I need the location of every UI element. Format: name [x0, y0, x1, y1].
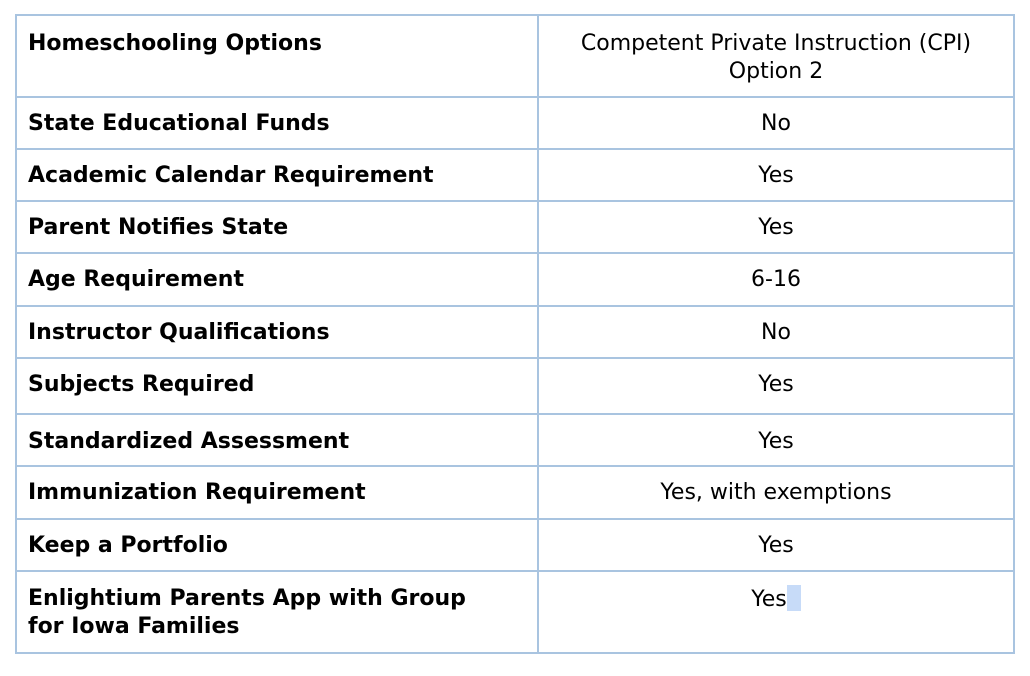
row-value: Yes: [758, 429, 794, 454]
row-label-cell: [16, 466, 538, 519]
row-label-cell: [16, 201, 538, 253]
row-label-cell: [16, 519, 538, 571]
row-label-cell: [16, 358, 538, 414]
row-value: Yes, with exemptions: [660, 480, 892, 505]
row-label: Keep a Portfolio: [28, 533, 228, 558]
table-row: [16, 149, 1014, 201]
row-label: Standardized Assessment: [28, 429, 350, 454]
table-row: [16, 253, 1014, 306]
header-label-cell: [16, 15, 538, 97]
table-row: [16, 97, 1014, 149]
header-label: Homeschooling Options: [28, 31, 322, 56]
row-value-cell: [538, 201, 1014, 253]
row-value: Yes: [758, 163, 794, 188]
table-row: [16, 466, 1014, 519]
homeschooling-options-table: [15, 14, 1015, 654]
row-value: No: [761, 111, 791, 136]
row-label-cell: [16, 97, 538, 149]
row-value-cell: [538, 358, 1014, 414]
table-row: [16, 414, 1014, 466]
row-value: Yes: [758, 215, 794, 240]
row-value-cell: [538, 253, 1014, 306]
row-value-cell: [538, 306, 1014, 358]
table-row: [16, 519, 1014, 571]
text-selection-highlight: [787, 585, 801, 611]
row-label-cell: [16, 306, 538, 358]
row-label: Instructor Qualifications: [28, 320, 330, 345]
row-value: Yes: [758, 372, 794, 397]
row-label-line1: Enlightium Parents App with Group: [28, 586, 466, 611]
row-label-cell: [16, 253, 538, 306]
row-label: Subjects Required: [28, 372, 255, 397]
row-value: No: [761, 320, 791, 345]
row-label: Parent Notifies State: [28, 215, 289, 240]
row-value-cell: [538, 519, 1014, 571]
row-value-cell: [538, 97, 1014, 149]
table-header-row: [16, 15, 1014, 97]
homeschooling-table-container: [15, 14, 1015, 654]
header-value-line1: Competent Private Instruction (CPI): [580, 31, 972, 56]
table-row: [16, 201, 1014, 253]
row-value: Yes: [751, 587, 787, 612]
row-label-line2: for Iowa Families: [28, 614, 240, 639]
row-label: Age Requirement: [28, 267, 244, 292]
table-row: [16, 306, 1014, 358]
header-value-cell: [538, 15, 1014, 97]
row-label: Immunization Requirement: [28, 480, 366, 505]
row-value: 6-16: [751, 267, 801, 292]
header-value-line2: Option 2: [728, 59, 824, 84]
row-label-cell: [16, 149, 538, 201]
row-value-cell: [538, 149, 1014, 201]
row-value: Yes: [758, 533, 794, 558]
row-label-cell: [16, 414, 538, 466]
row-label: State Educational Funds: [28, 111, 330, 136]
table-row-last: [16, 571, 1014, 653]
table-row: [16, 358, 1014, 414]
row-value-cell: [538, 466, 1014, 519]
row-label-cell: [16, 571, 538, 653]
row-value-cell: [538, 571, 1014, 653]
row-label: Academic Calendar Requirement: [28, 163, 434, 188]
row-value-cell: [538, 414, 1014, 466]
